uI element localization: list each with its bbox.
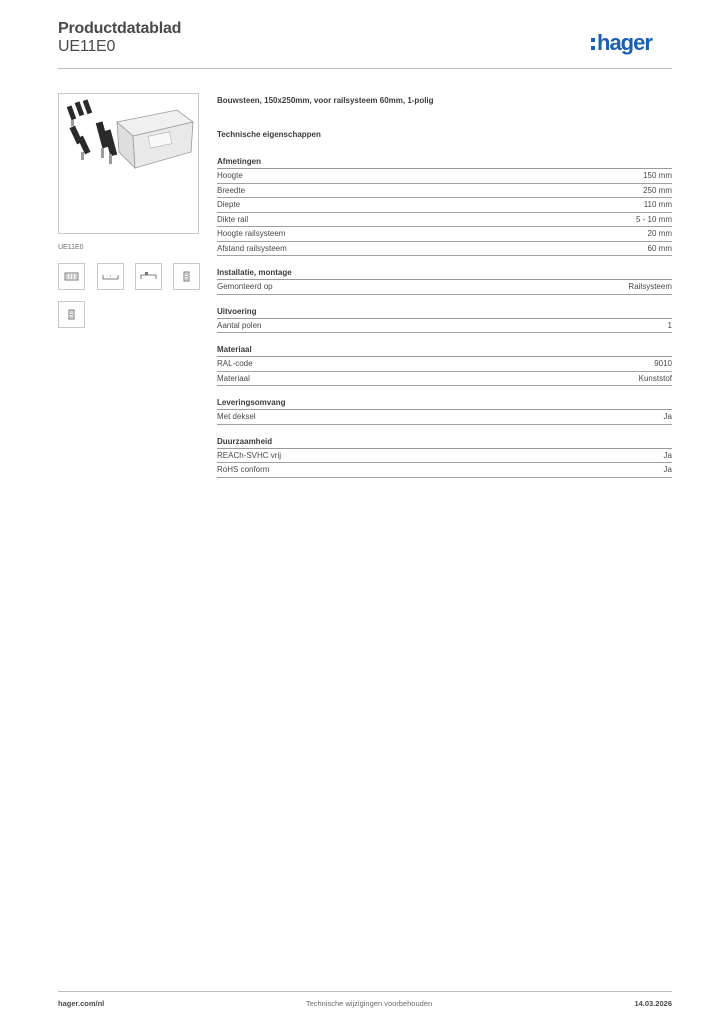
dimension-drawing-front-thumbnail[interactable]	[58, 263, 85, 290]
spec-value: 250 mm	[643, 185, 672, 195]
dimension-drawing-small-2-thumbnail[interactable]	[58, 301, 85, 328]
spec-row	[217, 169, 672, 184]
spec-label: REACh-SVHC vrij	[217, 450, 282, 460]
technical-properties-heading: Technische eigenschappen	[217, 130, 321, 139]
spec-row	[217, 184, 672, 199]
spec-value: Kunststof	[638, 373, 672, 383]
image-caption: UE11E0	[58, 244, 84, 251]
spec-section-title: Afmetingen	[217, 156, 672, 169]
spec-row	[217, 357, 672, 372]
spec-value: Ja	[663, 412, 672, 421]
spec-value: Ja	[663, 465, 672, 474]
spec-section	[217, 436, 672, 478]
spec-label: Materiaal	[217, 373, 250, 383]
spec-value: Ja	[663, 450, 672, 460]
spec-row	[217, 372, 672, 387]
spec-row	[217, 242, 672, 257]
spec-row	[217, 280, 672, 295]
dimension-drawing-small-1-thumbnail[interactable]	[173, 263, 200, 290]
spec-label: Hoogte	[217, 171, 243, 180]
spec-label: Hoogte railsysteem	[217, 229, 286, 238]
spec-section-title: Materiaal	[217, 344, 672, 357]
footer-notice: Technische wijzigingen voorbehouden	[305, 999, 433, 1008]
spec-row	[217, 319, 672, 334]
page-title: Productdatablad	[58, 20, 182, 37]
spec-section-title: Installatie, montage	[217, 267, 672, 280]
spec-section	[217, 156, 672, 256]
spec-row	[217, 213, 672, 228]
spec-section-title: Uitvoering	[217, 306, 672, 319]
spec-section	[217, 344, 672, 386]
product-code: UE11E0	[58, 38, 116, 55]
spec-value: 20 mm	[647, 229, 672, 238]
spec-row	[217, 410, 672, 425]
spec-section-title: Leveringsomvang	[217, 397, 672, 410]
spec-value: 60 mm	[647, 243, 672, 253]
spec-value: 9010	[654, 359, 672, 368]
footer-website[interactable]: hager.com/nl	[58, 999, 105, 1008]
spec-label: RAL-code	[217, 359, 253, 368]
spec-section-title: Duurzaamheid	[217, 436, 672, 449]
dimension-drawing-top-thumbnail[interactable]	[97, 263, 124, 290]
specifications-panel	[217, 96, 672, 478]
footer-divider	[58, 991, 672, 992]
spec-value: 150 mm	[643, 171, 672, 180]
spec-value: 1	[667, 320, 672, 330]
product-description: Bouwsteen, 150x250mm, voor railsysteem 60mm, 1-polig	[217, 96, 434, 105]
logo-text: hager	[597, 30, 652, 55]
spec-label: Met deksel	[217, 412, 256, 421]
spec-value: 110 mm	[643, 200, 672, 209]
spec-label: Aantal polen	[217, 320, 262, 330]
spec-row	[217, 449, 672, 464]
header-divider	[58, 68, 672, 69]
spec-row	[217, 227, 672, 242]
dimension-drawing-side-thumbnail[interactable]	[135, 263, 162, 290]
spec-value: 5 - 10 mm	[635, 214, 672, 224]
spec-row	[217, 463, 672, 478]
spec-label: Breedte	[217, 185, 246, 195]
spec-section	[217, 267, 672, 295]
spec-label: RoHS conform	[217, 465, 270, 474]
spec-row	[217, 198, 672, 213]
spec-label: Diepte	[217, 200, 241, 209]
product-image	[58, 93, 199, 234]
spec-label: Dikte rail	[217, 214, 249, 224]
footer-date: 14.03.2026	[634, 999, 672, 1008]
spec-section	[217, 397, 672, 425]
spec-label: Afstand railsysteem	[217, 243, 287, 253]
spec-value: Railsysteem	[628, 282, 672, 291]
hager-logo	[591, 28, 675, 58]
spec-section	[217, 306, 672, 334]
spec-label: Gemonteerd op	[217, 282, 273, 291]
